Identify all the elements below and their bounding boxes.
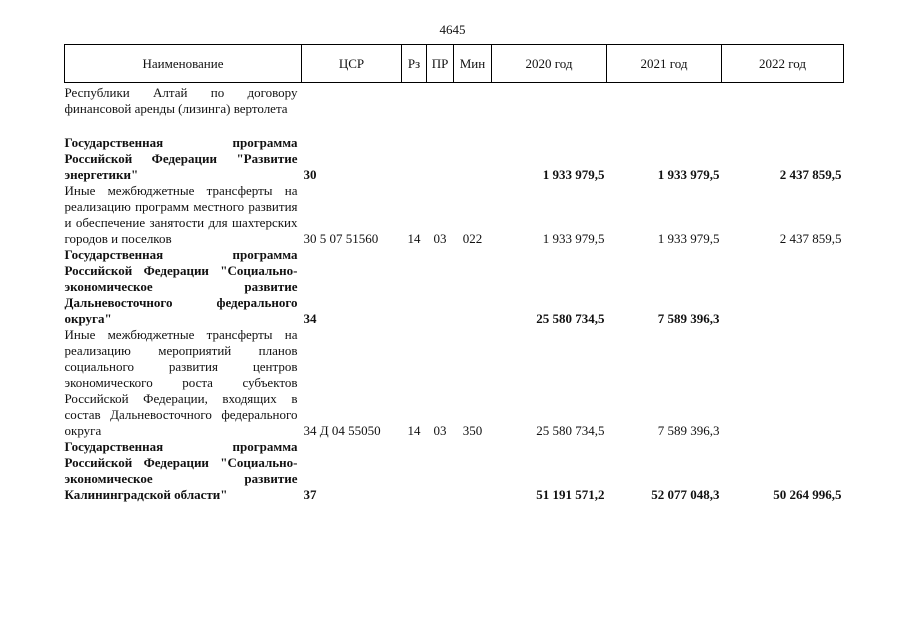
table-row: [65, 83, 844, 135]
row-name: Государственная программа Российской Федерации "Социально-экономическое развитие Калининградской области": [64, 438, 298, 502]
row-2022: [722, 327, 844, 439]
row-csr: 30 5 07 51560: [303, 230, 379, 246]
row-name: Государственная программа Российской Федерации "Развитие энергетики": [64, 134, 298, 182]
row-min: [454, 83, 492, 135]
row-pr: [427, 135, 454, 183]
header-name: Наименование: [65, 45, 302, 83]
row-csr: 34 Д 04 55050: [303, 422, 381, 438]
row-min: 022: [462, 230, 483, 246]
row-pr: [427, 439, 454, 503]
row-2022: [722, 83, 844, 135]
row-2022: [722, 247, 844, 327]
row-2021: 1 933 979,5: [657, 230, 720, 246]
row-csr: 37: [303, 486, 317, 502]
row-csr: 30: [303, 166, 317, 182]
row-name: Иные межбюджетные трансферты на реализацию мероприятий планов социального развития центров экономического роста субъектов Российской Федерации, входящих в состав Дальневосточного федерального округа: [64, 326, 298, 438]
row-name: Государственная программа Российской Федерации "Социально-экономическое развитие Дальневосточного федерального округа": [64, 246, 298, 326]
budget-table: [64, 44, 844, 503]
header-csr: ЦСР: [302, 45, 402, 83]
table-row: [65, 135, 844, 183]
header-rz: Рз: [402, 45, 427, 83]
table-row: [65, 247, 844, 327]
row-name: Иные межбюджетные трансферты на реализацию программ местного развития и обеспечение занятости для шахтерских городов и поселков: [64, 182, 298, 246]
row-2022: 2 437 859,5: [779, 166, 842, 182]
table-row: [65, 183, 844, 247]
row-2020: 25 580 734,5: [536, 310, 605, 326]
table-row: [65, 439, 844, 503]
row-pr: [427, 83, 454, 135]
row-pr: 03: [433, 422, 447, 438]
row-2020: 25 580 734,5: [536, 422, 605, 438]
row-2021: 7 589 396,3: [657, 422, 720, 438]
row-csr: 34: [303, 310, 317, 326]
row-2020: 1 933 979,5: [542, 166, 605, 182]
row-2021: [607, 83, 722, 135]
header-pr: ПР: [427, 45, 454, 83]
row-rz: [402, 439, 427, 503]
row-csr: [302, 83, 402, 135]
row-2022: 50 264 996,5: [773, 486, 842, 502]
row-rz: [402, 83, 427, 135]
row-2021: 1 933 979,5: [657, 166, 720, 182]
row-2020: [492, 83, 607, 135]
row-pr: [427, 247, 454, 327]
row-min: [454, 135, 492, 183]
row-rz: 14: [407, 230, 421, 246]
header-2022: 2022 год: [722, 45, 844, 83]
header-min: Мин: [454, 45, 492, 83]
page-number: 4645: [439, 22, 466, 37]
row-2021: 7 589 396,3: [657, 310, 720, 326]
row-2022: 2 437 859,5: [779, 230, 842, 246]
row-2021: 52 077 048,3: [651, 486, 720, 502]
table-row: [65, 327, 844, 439]
header-2020: 2020 год: [492, 45, 607, 83]
row-name: Республики Алтай по договору финансовой аренды (лизинга) вертолета: [64, 85, 298, 116]
header-2021: 2021 год: [607, 45, 722, 83]
row-pr: 03: [433, 230, 447, 246]
row-min: [454, 247, 492, 327]
row-2020: 1 933 979,5: [542, 230, 605, 246]
row-rz: [402, 135, 427, 183]
row-min: 350: [462, 422, 483, 438]
row-rz: 14: [407, 422, 421, 438]
table-header-row: [65, 45, 844, 83]
row-2020: 51 191 571,2: [536, 486, 605, 502]
row-min: [454, 439, 492, 503]
row-rz: [402, 247, 427, 327]
